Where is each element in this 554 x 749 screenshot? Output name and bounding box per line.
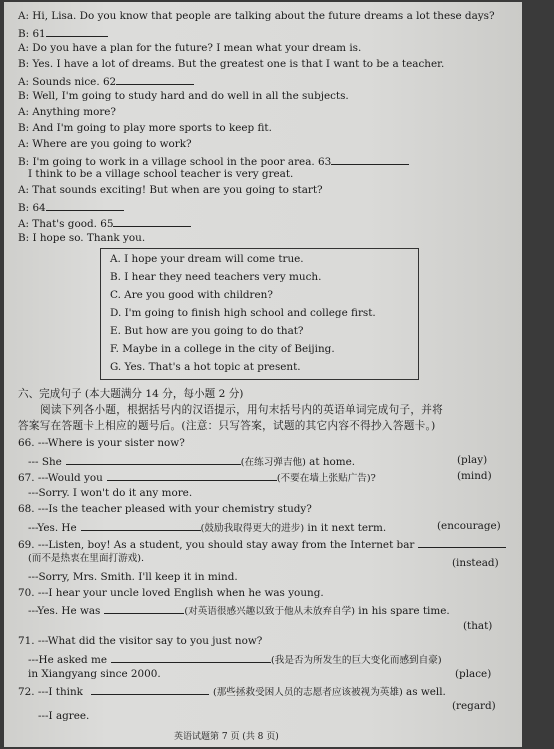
keyword-72: (regard) [452, 700, 496, 712]
answer-blank-72 [91, 684, 209, 695]
dialogue-line: A: That sounds exciting! But when are you going to start? [18, 184, 323, 196]
question-71-answer: ---He asked me (我是否为所发生的巨大变化而感到自豪) [28, 654, 442, 666]
question-72: 72. ---I think (那些拯救受困人员的志愿者应该被视为英雄) as well. [18, 686, 446, 698]
keyword-70: (that) [463, 620, 493, 632]
question-66-answer: --- She (在练习弹吉他) at home. [28, 456, 356, 468]
question-68-answer: ---Yes. He (鼓励我取得更大的进步) in it next term. [28, 522, 387, 534]
option-item: B. I hear they need teachers very much. [110, 271, 322, 283]
section-instructions: 阅读下列各小题，根据括号内的汉语提示，用句末括号内的英语单词完成句子，并将 [40, 404, 444, 416]
answer-blank-62 [116, 74, 194, 85]
question-67-reply: ---Sorry. I won't do it any more. [28, 487, 193, 499]
answer-blank-71 [111, 652, 271, 663]
question-68: 68. ---Is the teacher pleased with your chemistry study? [18, 503, 312, 515]
answer-blank-66 [66, 454, 241, 465]
option-item: F. Maybe in a college in the city of Beijing. [110, 343, 335, 355]
answer-blank-64 [46, 200, 124, 211]
dialogue-line: B: I hope so. Thank you. [18, 232, 146, 244]
option-item: E. But how are you going to do that? [110, 325, 304, 337]
option-item: C. Are you good with children? [110, 289, 273, 301]
answer-blank-70 [104, 603, 184, 614]
question-70: 70. ---I hear your uncle loved English when he was young. [18, 587, 324, 599]
dialogue-line: B: 64 [18, 200, 124, 215]
dialogue-line: B: Well, I'm going to study hard and do well in all the subjects. [18, 90, 349, 102]
keyword-66: (play) [457, 454, 488, 466]
answer-blank-65 [113, 216, 191, 227]
dialogue-line: A: Hi, Lisa. Do you know that people are talking about the future dreams a lot these days? [18, 10, 495, 22]
question-70-answer: ---Yes. He was (对英语很感兴趣以致于他从未放弃自学) in his spare time. [28, 605, 450, 617]
section-instructions: 答案写在答题卡上相应的题号后。(注意：只写答案，试题的其它内容不得抄入答题卡。) [18, 420, 436, 432]
question-69-hint: (而不是热衷在里面打游戏). [28, 553, 145, 564]
dialogue-line: A: Do you have a plan for the future? I mean what your dream is. [18, 42, 362, 54]
question-71: 71. ---What did the visitor say to you just now? [18, 635, 263, 647]
options-box [100, 248, 419, 380]
answer-blank-63 [331, 154, 409, 165]
keyword-67: (mind) [457, 470, 492, 482]
dialogue-line: I think to be a village school teacher is very great. [28, 168, 294, 180]
dialogue-line: B: 61 [18, 26, 108, 41]
question-72-reply: ---I agree. [38, 710, 90, 722]
dialogue-line: A: Sounds nice. 62 [18, 74, 194, 89]
question-71-cont: in Xiangyang since 2000. [28, 668, 161, 680]
page-footer: 英语试题第 7 页 (共 8 页) [174, 732, 279, 742]
question-67: 67. ---Would you (不要在墙上张贴广告)? [18, 472, 376, 484]
option-item: D. I'm going to finish high school and college first. [110, 307, 376, 319]
question-69: 69. ---Listen, boy! As a student, you should stay away from the Internet bar [18, 537, 506, 552]
option-item: G. Yes. That's a hot topic at present. [110, 361, 301, 373]
keyword-68: (encourage) [437, 520, 501, 532]
section-title: 六、完成句子 (本大题满分 14 分，每小题 2 分) [18, 388, 244, 400]
dialogue-line: B: Yes. I have a lot of dreams. But the greatest one is that I want to be a teacher. [18, 58, 445, 70]
answer-blank-67 [107, 470, 277, 481]
dialogue-line: A: That's good. 65 [18, 216, 191, 231]
dialogue-line: A: Where are you going to work? [18, 138, 192, 150]
question-66: 66. ---Where is your sister now? [18, 437, 185, 449]
question-69-reply: ---Sorry, Mrs. Smith. I'll keep it in mind. [28, 571, 238, 583]
answer-blank-61 [46, 26, 108, 37]
keyword-71: (place) [455, 668, 492, 680]
answer-blank-68 [81, 520, 201, 531]
dialogue-line: A: Anything more? [18, 106, 117, 118]
option-item: A. I hope your dream will come true. [110, 253, 304, 265]
answer-blank-69 [418, 537, 506, 548]
keyword-69: (instead) [452, 557, 499, 569]
dialogue-line: B: And I'm going to play more sports to keep fit. [18, 122, 272, 134]
dialogue-line: B: I'm going to work in a village school in the poor area. 63 [18, 154, 409, 169]
exam-page [4, 2, 522, 747]
